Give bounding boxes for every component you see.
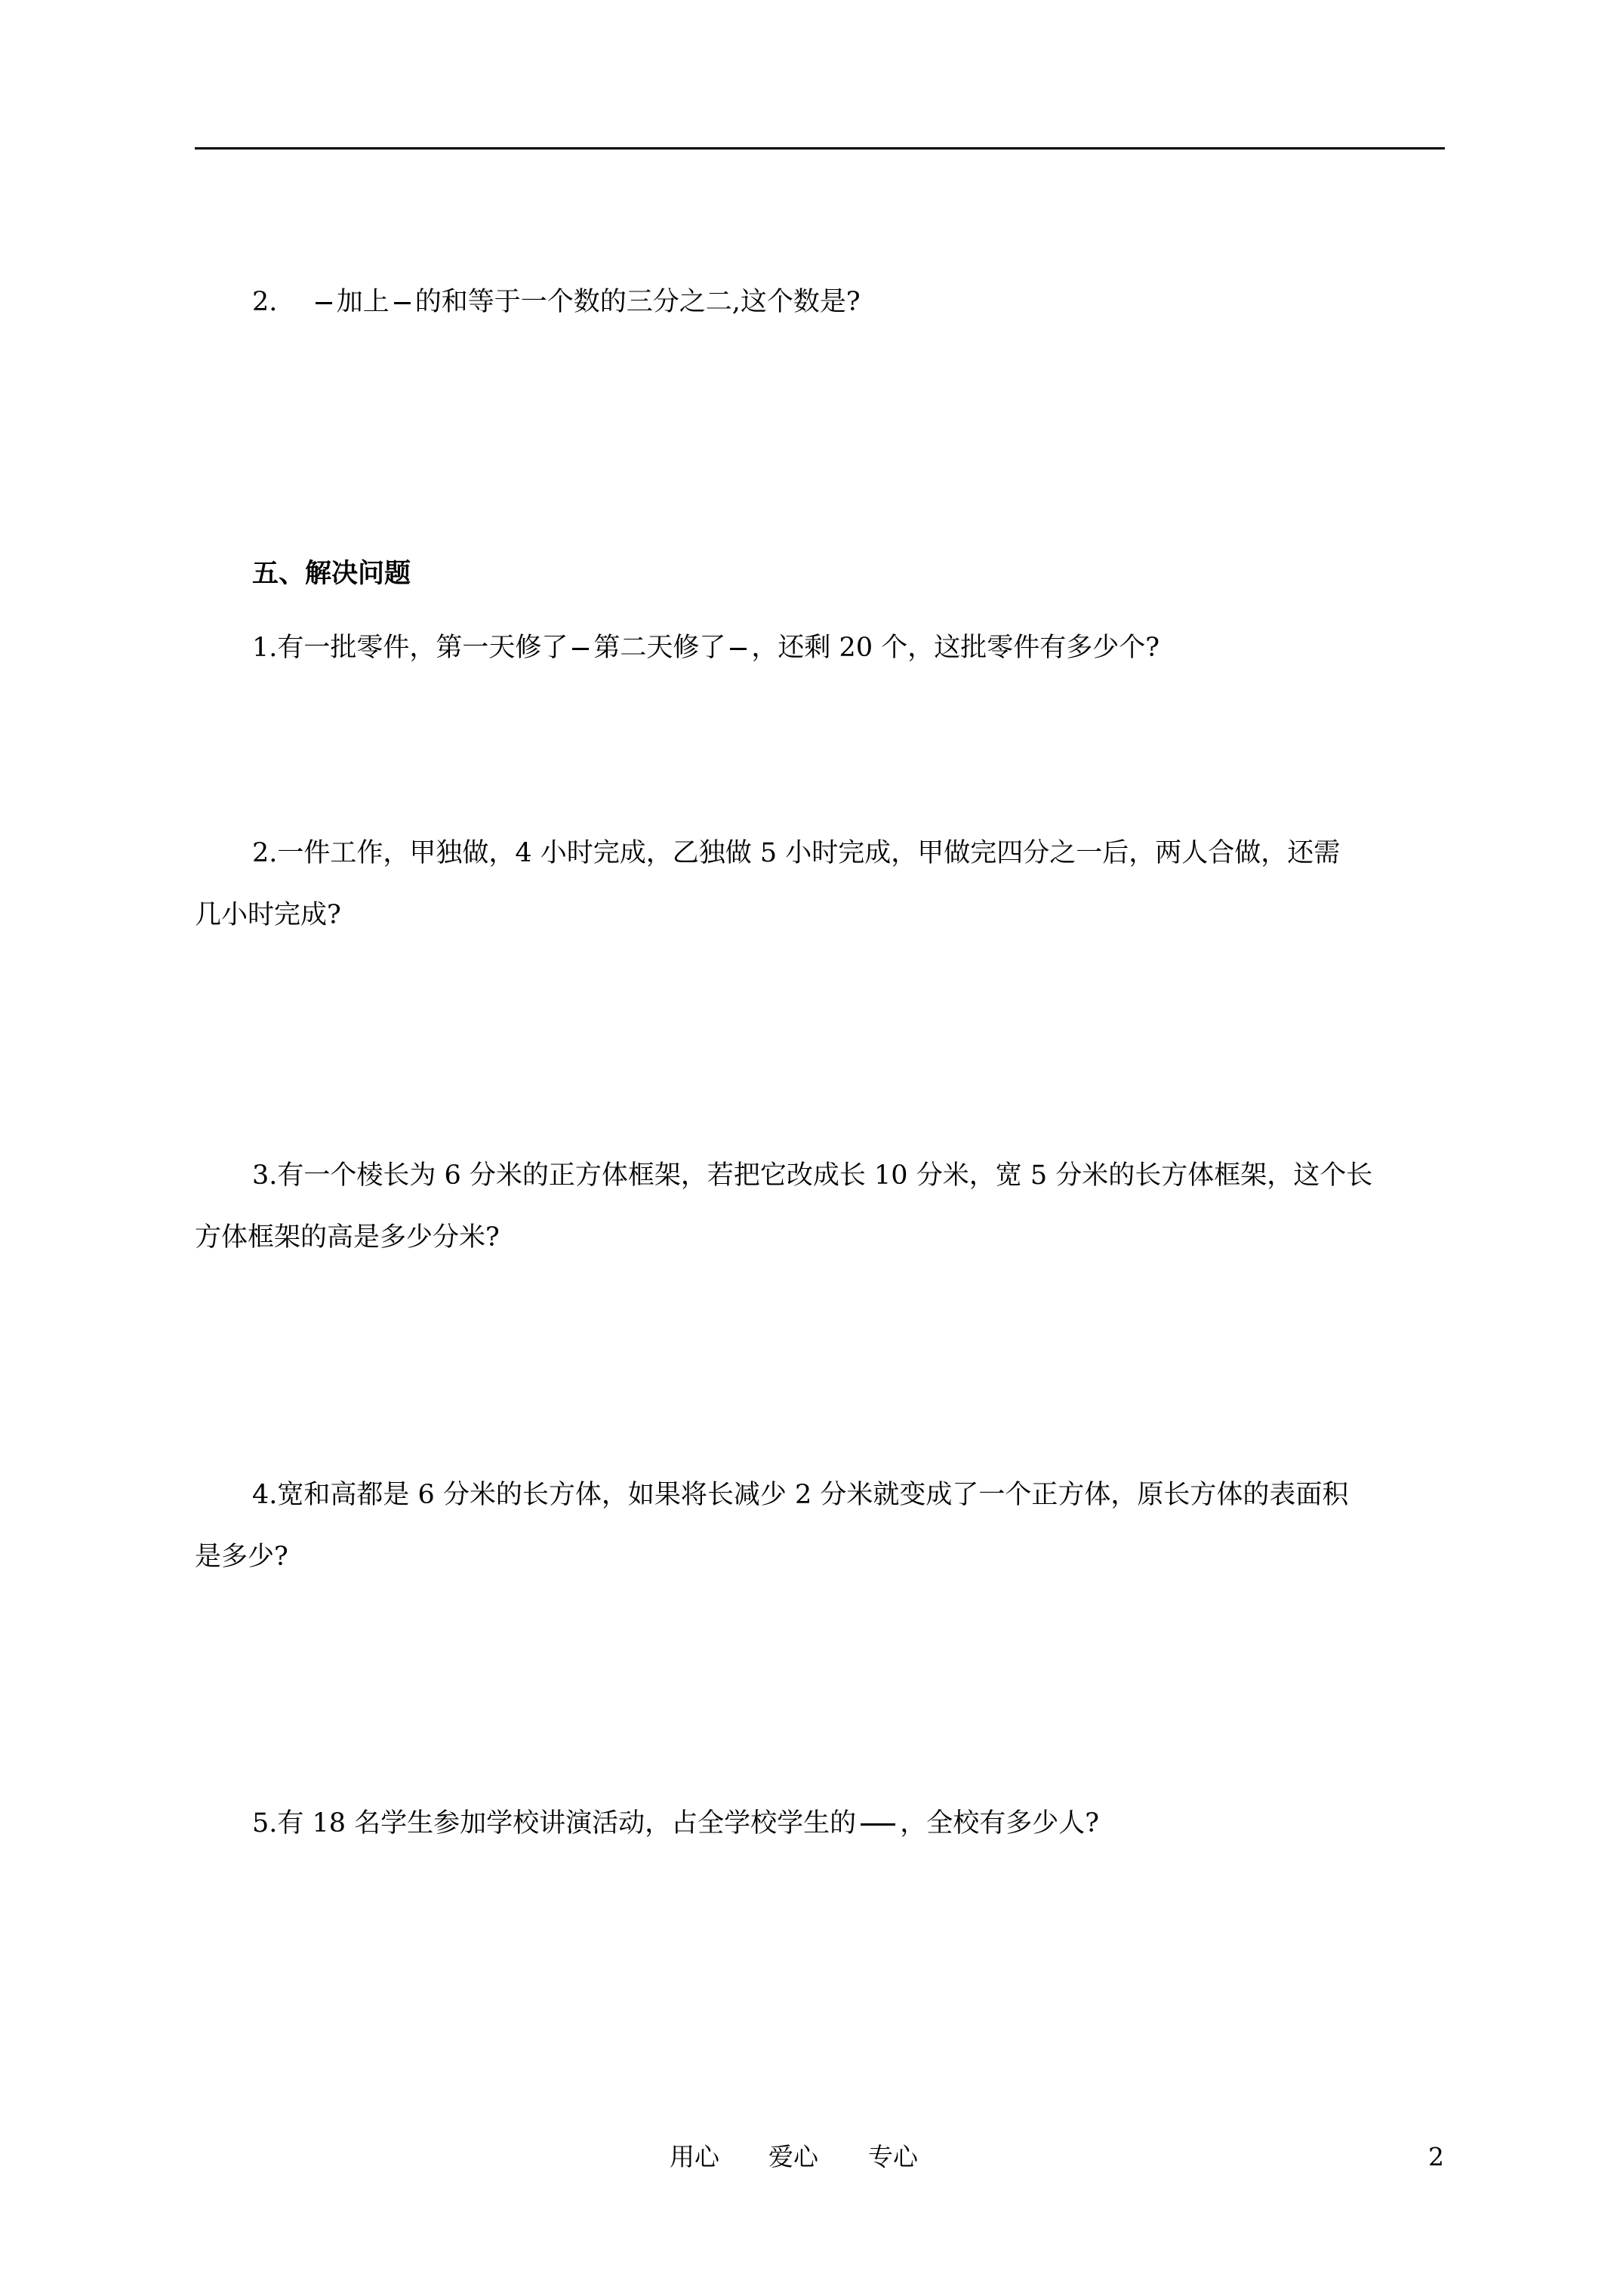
- footer-word-3: 专心: [868, 2142, 918, 2171]
- question-5-4-line2: 是多少?: [195, 1542, 288, 1572]
- question-text: ，全校有多少人?: [900, 1808, 1099, 1838]
- question-text: 的和等于一个数的三分之二,这个数是?: [414, 287, 861, 317]
- question-text: 1.有一批零件，第一天修了: [252, 633, 568, 663]
- question-5-2-line2: 几小时完成?: [195, 900, 341, 930]
- question-5-1: [252, 631, 1160, 664]
- question-5-5: [252, 1807, 1099, 1840]
- question-text: ，还剩 20 个，这批零件有多少个?: [751, 633, 1160, 663]
- question-5-3-line2: 方体框架的高是多少分米?: [195, 1222, 500, 1253]
- question-5-4-line1: 4.宽和高都是 6 分米的长方体，如果将长减少 2 分米就变成了一个正方体，原长方体的表面积: [252, 1480, 1349, 1510]
- fraction-placeholder: [394, 302, 411, 304]
- question-text: 加上: [336, 287, 390, 317]
- footer-word-1: 用心: [670, 2142, 719, 2171]
- question-text: 第二天修了: [593, 633, 726, 663]
- question-5-2-line1: 2.一件工作，甲独做，4 小时完成，乙独做 5 小时完成，甲做完四分之一后，两人合做，还需: [252, 838, 1341, 868]
- fraction-placeholder: [861, 1823, 895, 1826]
- question-text: 5.有 18 名学生参加学校讲演活动，占全学校学生的: [252, 1808, 857, 1838]
- fraction-placeholder: [316, 302, 332, 304]
- fraction-placeholder: [730, 648, 747, 650]
- page-number: 2: [1428, 2142, 1444, 2171]
- question-5-3-line1: 3.有一个棱长为 6 分米的正方体框架，若把它改成长 10 分米，宽 5 分米的长方体框架，这个长: [252, 1160, 1373, 1191]
- header-rule: [195, 147, 1445, 149]
- question-number: 2.: [252, 287, 278, 317]
- fraction-placeholder: [572, 648, 589, 650]
- section-5-title: 五、解决问题: [252, 558, 411, 589]
- question-4-2: [252, 285, 861, 319]
- footer-word-2: 爱心: [768, 2142, 818, 2171]
